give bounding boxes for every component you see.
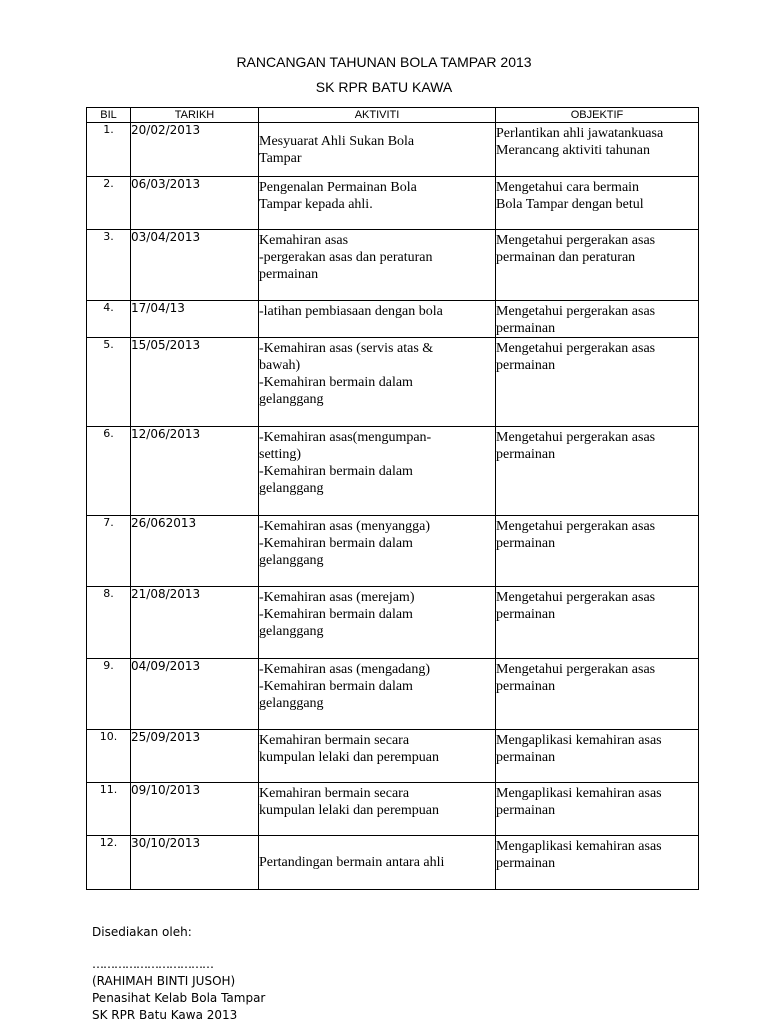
row-date: 03/04/2013 — [131, 230, 259, 301]
objective-line: Mengetahui pergerakan asas — [496, 519, 656, 534]
row-number: 9. — [87, 659, 131, 730]
row-date: 06/03/2013 — [131, 177, 259, 230]
objective-line: Perlantikan ahli jawatankuasa — [496, 126, 664, 141]
preparer-name: (RAHIMAH BINTI JUSOH) — [92, 974, 236, 988]
activity-line: Kemahiran bermain secara — [259, 733, 410, 748]
activity-line: kumpulan lelaki dan perempuan — [259, 803, 439, 818]
activity-line: kumpulan lelaki dan perempuan — [259, 750, 439, 765]
row-objective — [496, 587, 699, 659]
table-row — [87, 516, 699, 587]
row-objective — [496, 836, 699, 890]
row-number: 10. — [87, 730, 131, 783]
signature-line: …………………………… — [92, 957, 213, 971]
annual-plan-table — [86, 107, 699, 890]
objective-line: permainan — [496, 679, 556, 694]
objective-line: permainan — [496, 750, 556, 765]
row-date: 09/10/2013 — [131, 783, 259, 836]
row-number: 4. — [87, 301, 131, 338]
table-row — [87, 659, 699, 730]
activity-line: -Kemahiran bermain dalam — [259, 607, 413, 622]
objective-line: permainan — [496, 321, 556, 336]
row-number: 7. — [87, 516, 131, 587]
objective-line: Mengetahui pergerakan asas — [496, 430, 656, 445]
activity-line: bawah) — [259, 358, 301, 373]
column-header-objektif: OBJEKTIF — [496, 108, 699, 123]
row-date: 20/02/2013 — [131, 123, 259, 177]
table-row — [87, 427, 699, 516]
objective-line: Mengetahui pergerakan asas — [496, 662, 656, 677]
row-date: 21/08/2013 — [131, 587, 259, 659]
row-activity — [259, 587, 496, 659]
row-date: 30/10/2013 — [131, 836, 259, 890]
preparer-role: Penasihat Kelab Bola Tampar — [92, 991, 266, 1005]
activity-line: -Kemahiran asas(mengumpan- — [259, 430, 432, 445]
row-date: 17/04/13 — [131, 301, 259, 338]
row-date: 04/09/2013 — [131, 659, 259, 730]
row-objective — [496, 783, 699, 836]
activity-line: Mesyuarat Ahli Sukan Bola — [259, 133, 415, 149]
objective-line: permainan dan peraturan — [496, 250, 636, 265]
row-date: 26/062013 — [131, 516, 259, 587]
activity-line: setting) — [259, 447, 301, 462]
activity-line: Kemahiran asas — [259, 233, 349, 248]
row-number: 3. — [87, 230, 131, 301]
objective-line: Merancang aktiviti tahunan — [496, 143, 650, 158]
row-activity — [259, 301, 496, 338]
row-activity — [259, 427, 496, 516]
row-number: 6. — [87, 427, 131, 516]
objective-line: Mengetahui pergerakan asas — [496, 233, 656, 248]
activity-line: gelanggang — [259, 481, 324, 496]
row-activity — [259, 783, 496, 836]
row-number: 1. — [87, 123, 131, 177]
row-date: 25/09/2013 — [131, 730, 259, 783]
activity-line: -Kemahiran asas (servis atas & — [259, 341, 434, 356]
activity-line: Kemahiran bermain secara — [259, 786, 410, 801]
row-objective — [496, 338, 699, 427]
prepared-by-label: Disediakan oleh: — [92, 925, 192, 939]
row-number: 12. — [87, 836, 131, 890]
column-header-tarikh: TARIKH — [131, 108, 259, 123]
row-activity — [259, 338, 496, 427]
objective-line: permainan — [496, 536, 556, 551]
row-objective — [496, 659, 699, 730]
table-body — [87, 123, 699, 890]
objective-line: permainan — [496, 856, 556, 871]
activity-line: gelanggang — [259, 392, 324, 407]
row-number: 8. — [87, 587, 131, 659]
activity-line: -Kemahiran asas (merejam) — [259, 590, 415, 605]
row-date: 15/05/2013 — [131, 338, 259, 427]
activity-line: Tampar — [259, 150, 302, 166]
objective-line: Bola Tampar dengan betul — [496, 197, 644, 212]
row-objective — [496, 730, 699, 783]
activity-line: Tampar kepada ahli. — [259, 197, 373, 212]
table-row — [87, 783, 699, 836]
objective-line: Mengetahui pergerakan asas — [496, 304, 656, 319]
table-row — [87, 230, 699, 301]
table-row — [87, 730, 699, 783]
table-row — [87, 177, 699, 230]
activity-line: -latihan pembiasaan dengan bola — [259, 304, 443, 319]
preparer-school: SK RPR Batu Kawa 2013 — [92, 1008, 238, 1022]
row-date: 12/06/2013 — [131, 427, 259, 516]
activity-line: Pengenalan Permainan Bola — [259, 180, 417, 195]
activity-line: -Kemahiran bermain dalam — [259, 679, 413, 694]
activity-line: -Kemahiran asas (menyangga) — [259, 519, 431, 534]
row-objective — [496, 516, 699, 587]
table-row — [87, 301, 699, 338]
activity-line: permainan — [259, 267, 319, 282]
table-row — [87, 123, 699, 177]
row-number: 11. — [87, 783, 131, 836]
activity-line: gelanggang — [259, 624, 324, 639]
row-activity — [259, 177, 496, 230]
table-header-row — [87, 108, 699, 123]
row-objective — [496, 123, 699, 177]
row-activity — [259, 659, 496, 730]
activity-line: -Kemahiran asas (mengadang) — [259, 662, 431, 677]
activity-line: -Kemahiran bermain dalam — [259, 536, 413, 551]
row-number: 2. — [87, 177, 131, 230]
row-activity — [259, 516, 496, 587]
objective-line: Mengaplikasi kemahiran asas — [496, 733, 662, 748]
school-name: SK RPR BATU KAWA — [315, 79, 453, 95]
objective-line: Mengetahui pergerakan asas — [496, 341, 656, 356]
activity-line: -Kemahiran bermain dalam — [259, 375, 413, 390]
activity-line: -pergerakan asas dan peraturan — [259, 250, 433, 265]
table-row — [87, 587, 699, 659]
row-objective — [496, 177, 699, 230]
table-row — [87, 836, 699, 890]
activity-line: -Kemahiran bermain dalam — [259, 464, 413, 479]
activity-line: gelanggang — [259, 553, 324, 568]
column-header-bil: BIL — [87, 108, 131, 123]
row-objective — [496, 230, 699, 301]
row-number: 5. — [87, 338, 131, 427]
row-objective — [496, 427, 699, 516]
activity-line: Pertandingan bermain antara ahli — [259, 855, 445, 870]
column-header-aktiviti: AKTIVITI — [259, 108, 496, 123]
row-activity — [259, 230, 496, 301]
objective-line: permainan — [496, 358, 556, 373]
objective-line: permainan — [496, 607, 556, 622]
objective-line: permainan — [496, 803, 556, 818]
objective-line: Mengaplikasi kemahiran asas — [496, 786, 662, 801]
row-activity — [259, 123, 496, 177]
activity-line: gelanggang — [259, 696, 324, 711]
document-title: RANCANGAN TAHUNAN BOLA TAMPAR 2013 — [236, 54, 532, 70]
objective-line: permainan — [496, 447, 556, 462]
table-row — [87, 338, 699, 427]
row-activity — [259, 836, 496, 890]
objective-line: Mengaplikasi kemahiran asas — [496, 839, 662, 854]
objective-line: Mengetahui pergerakan asas — [496, 590, 656, 605]
row-activity — [259, 730, 496, 783]
objective-line: Mengetahui cara bermain — [496, 180, 640, 195]
row-objective — [496, 301, 699, 338]
